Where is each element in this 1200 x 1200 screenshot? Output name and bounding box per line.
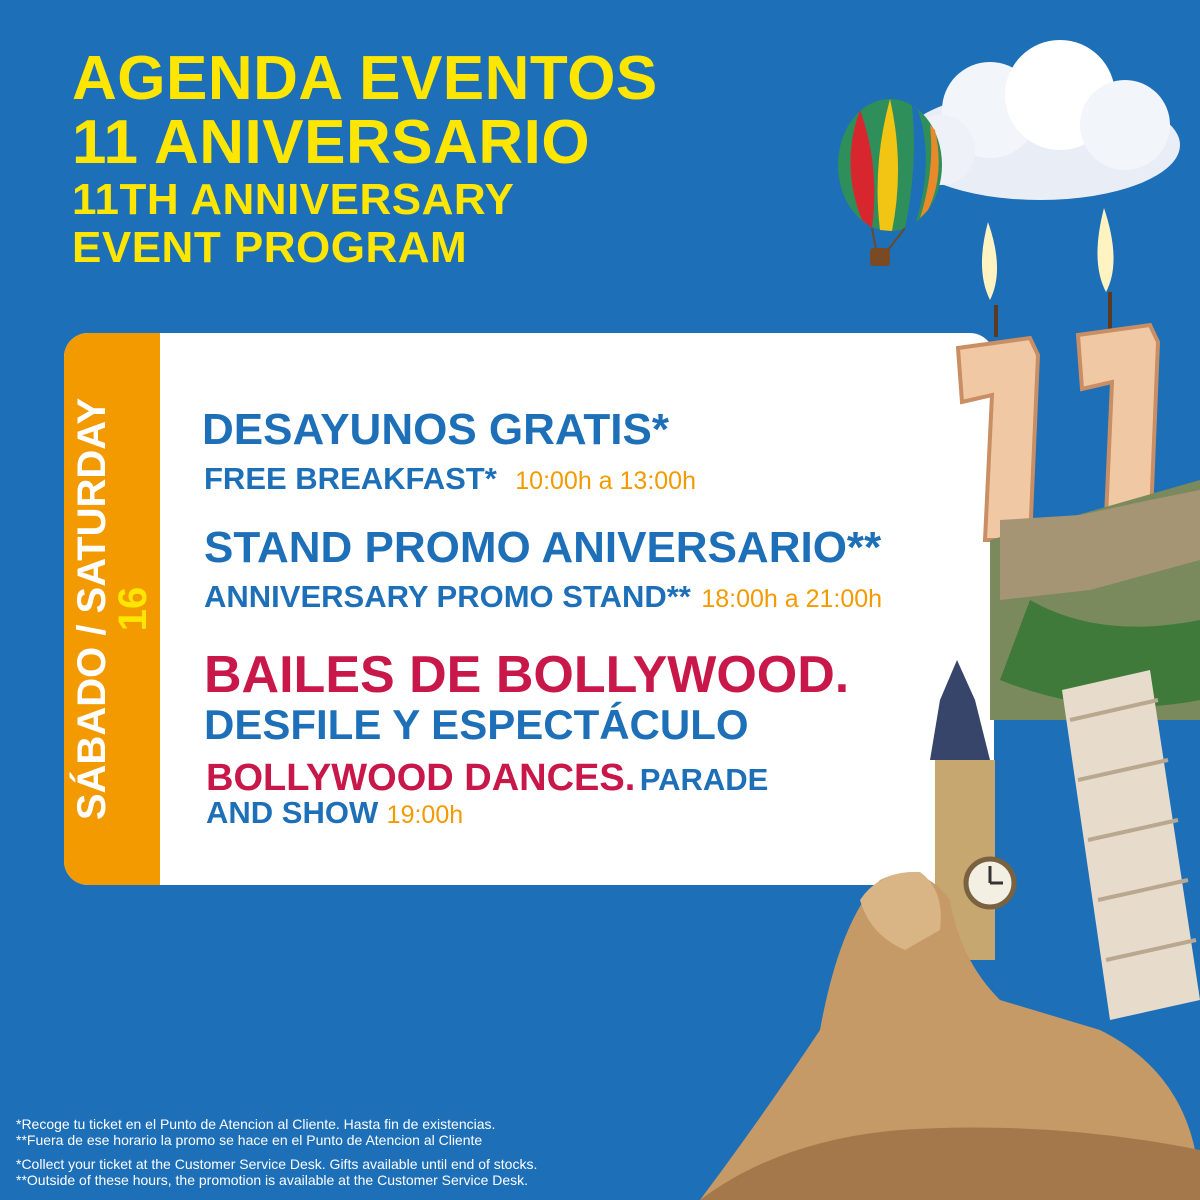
event-bollywood-en-show: AND SHOW: [206, 795, 379, 830]
footer-note-2: **Fuera de ese horario la promo se hace en el Punto de Atencion al Cliente: [16, 1132, 483, 1148]
event-bollywood-en-blue: PARADE: [639, 762, 769, 797]
event-stand-title: STAND PROMO ANIVERSARIO**: [204, 523, 882, 572]
event-bollywood-en-line2: [206, 795, 463, 831]
event-bollywood-subtitle: DESFILE Y ESPECTÁCULO: [204, 701, 749, 748]
event-stand-en: ANNIVERSARY PROMO STAND**: [204, 579, 691, 614]
day-date: 16: [111, 586, 155, 632]
footer-note-1: *Recoge tu ticket en el Punto de Atencion al Cliente. Hasta fin de existencias.: [16, 1116, 496, 1132]
event-card: [64, 333, 994, 885]
event-bollywood-en-red: BOLLYWOOD DANCES.: [206, 757, 636, 799]
hot-air-balloon-icon: [838, 99, 942, 266]
subtitle-line-2: EVENT PROGRAM: [72, 223, 468, 272]
subtitle-line-1: 11TH ANNIVERSARY: [72, 175, 515, 224]
event-breakfast-title: DESAYUNOS GRATIS*: [202, 405, 669, 454]
day-tab-label: [71, 398, 153, 820]
pisa-tower-icon: [1062, 670, 1200, 1020]
footer-note-3: *Collect your ticket at the Customer Service Desk. Gifts available until end of stocks.: [16, 1156, 538, 1172]
event-bollywood-time: 19:00h: [386, 801, 464, 829]
title-line-2: 11 ANIVERSARIO: [72, 108, 591, 177]
footer-note-4: **Outside of these hours, the promotion is available at the Customer Service Desk.: [16, 1172, 529, 1188]
event-breakfast-time: 10:00h a 13:00h: [515, 467, 696, 495]
event-bollywood-title: BAILES DE BOLLYWOOD.: [204, 646, 850, 704]
event-bollywood-en-line1: [206, 757, 768, 800]
day-tab: [64, 333, 160, 885]
event-stand-time: 18:00h a 21:00h: [701, 585, 883, 613]
event-stand-subtitle: [204, 579, 882, 615]
cloud-icon: [900, 40, 1180, 200]
great-wall-icon: [990, 480, 1200, 720]
day-name: SÁBADO / SATURDAY: [70, 397, 114, 821]
event-breakfast-subtitle: [204, 461, 696, 497]
sphinx-icon: [700, 872, 1200, 1200]
title-line-1: AGENDA EVENTOS: [72, 44, 658, 113]
event-breakfast-en: FREE BREAKFAST*: [204, 461, 497, 496]
